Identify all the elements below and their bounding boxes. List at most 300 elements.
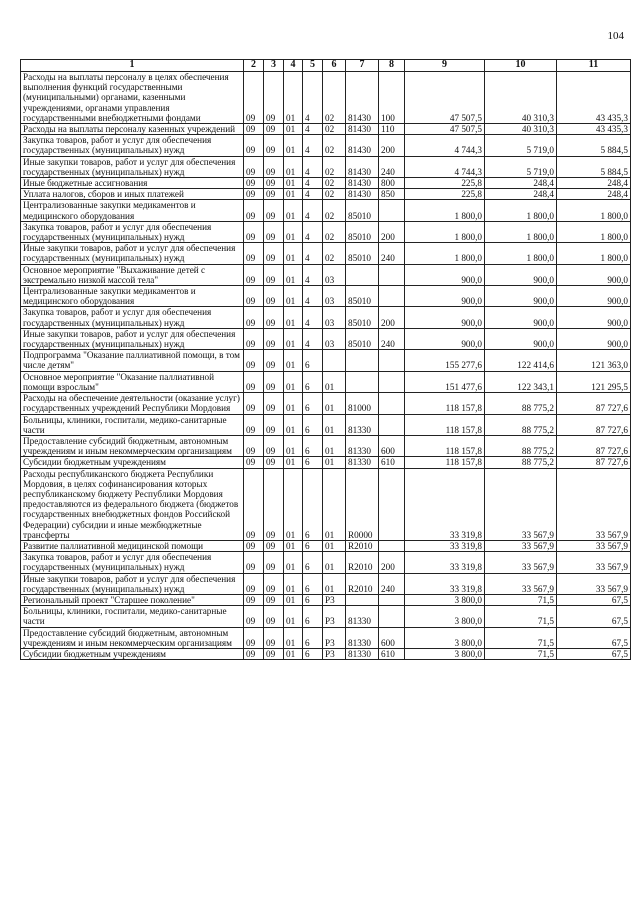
- table-row: [21, 648, 631, 659]
- amount-col11-cell: 248,4: [557, 189, 631, 200]
- activity-code-cell: 01: [323, 573, 346, 594]
- amount-col9-cell: 151 477,6: [405, 371, 485, 392]
- amount-col9-cell: 47 507,5: [405, 124, 485, 135]
- row-name-cell: Основное мероприятие "Оказание паллиативной помощи взрослым": [21, 371, 244, 392]
- table-row: [21, 371, 631, 392]
- amount-col10-cell: 900,0: [485, 286, 557, 307]
- expense-type-cell: 240: [379, 156, 405, 177]
- subsection-code-cell: 09: [264, 189, 284, 200]
- amount-col11-cell: 87 727,6: [557, 414, 631, 435]
- subsection-code-cell: 09: [264, 350, 284, 371]
- column-header: 3: [264, 60, 284, 72]
- section-code-cell: 09: [244, 594, 264, 605]
- column-header: 10: [485, 60, 557, 72]
- expense-type-cell: [379, 371, 405, 392]
- program-code-cell: 01: [284, 307, 303, 328]
- row-name-cell: Централизованные закупки медикаментов и медицинского оборудования: [21, 200, 244, 221]
- section-code-cell: 09: [244, 221, 264, 242]
- expense-type-cell: [379, 414, 405, 435]
- section-code-cell: 09: [244, 135, 264, 156]
- section-code-cell: 09: [244, 264, 264, 285]
- amount-col10-cell: 71,5: [485, 594, 557, 605]
- subsection-code-cell: 09: [264, 72, 284, 124]
- activity-code-cell: 02: [323, 221, 346, 242]
- program-code-cell: 01: [284, 200, 303, 221]
- section-code-cell: 09: [244, 243, 264, 264]
- amount-col9-cell: 1 800,0: [405, 200, 485, 221]
- subprogram-code-cell: 4: [303, 221, 323, 242]
- program-code-cell: 01: [284, 350, 303, 371]
- amount-col10-cell: 88 775,2: [485, 435, 557, 456]
- row-name-cell: Больницы, клиники, госпитали, медико-санитарные части: [21, 606, 244, 627]
- row-name-cell: Предоставление субсидий бюджетным, автономным учреждениям и иным некоммерческим организациям: [21, 435, 244, 456]
- subsection-code-cell: 09: [264, 371, 284, 392]
- expense-type-cell: 200: [379, 552, 405, 573]
- expense-type-cell: 240: [379, 243, 405, 264]
- expense-type-cell: 240: [379, 573, 405, 594]
- table-row: [21, 435, 631, 456]
- subsection-code-cell: 09: [264, 468, 284, 540]
- subprogram-code-cell: 4: [303, 328, 323, 349]
- column-header: 5: [303, 60, 323, 72]
- activity-code-cell: 01: [323, 457, 346, 468]
- amount-col10-cell: 88 775,2: [485, 414, 557, 435]
- row-name-cell: Иные закупки товаров, работ и услуг для обеспечения государственных (муниципальных) нужд: [21, 156, 244, 177]
- amount-col9-cell: 155 277,6: [405, 350, 485, 371]
- expense-type-cell: [379, 393, 405, 414]
- subprogram-code-cell: 4: [303, 189, 323, 200]
- amount-col11-cell: 87 727,6: [557, 393, 631, 414]
- column-header: 9: [405, 60, 485, 72]
- amount-col10-cell: 900,0: [485, 307, 557, 328]
- amount-col9-cell: 900,0: [405, 264, 485, 285]
- subprogram-code-cell: 6: [303, 606, 323, 627]
- table-row: [21, 178, 631, 189]
- table-row: [21, 72, 631, 124]
- amount-col9-cell: 4 744,3: [405, 135, 485, 156]
- amount-col11-cell: 87 727,6: [557, 435, 631, 456]
- program-code-cell: 01: [284, 627, 303, 648]
- row-name-cell: Закупка товаров, работ и услуг для обеспечения государственных (муниципальных) нужд: [21, 135, 244, 156]
- amount-col11-cell: 33 567,9: [557, 552, 631, 573]
- direction-code-cell: 81430: [346, 124, 379, 135]
- amount-col10-cell: 33 567,9: [485, 468, 557, 540]
- expense-type-cell: 600: [379, 627, 405, 648]
- activity-code-cell: P3: [323, 648, 346, 659]
- subprogram-code-cell: 4: [303, 264, 323, 285]
- subprogram-code-cell: 4: [303, 243, 323, 264]
- expense-type-cell: 200: [379, 135, 405, 156]
- direction-code-cell: 85010: [346, 286, 379, 307]
- table-row: [21, 606, 631, 627]
- row-name-cell: Иные закупки товаров, работ и услуг для обеспечения государственных (муниципальных) нужд: [21, 328, 244, 349]
- row-name-cell: Субсидии бюджетным учреждениям: [21, 457, 244, 468]
- program-code-cell: 01: [284, 178, 303, 189]
- program-code-cell: 01: [284, 393, 303, 414]
- table-row: [21, 552, 631, 573]
- section-code-cell: 09: [244, 286, 264, 307]
- amount-col10-cell: 88 775,2: [485, 393, 557, 414]
- amount-col9-cell: 225,8: [405, 178, 485, 189]
- activity-code-cell: 02: [323, 124, 346, 135]
- direction-code-cell: 81330: [346, 435, 379, 456]
- activity-code-cell: 01: [323, 552, 346, 573]
- direction-code-cell: R2010: [346, 573, 379, 594]
- section-code-cell: 09: [244, 200, 264, 221]
- subprogram-code-cell: 6: [303, 350, 323, 371]
- amount-col9-cell: 900,0: [405, 307, 485, 328]
- amount-col9-cell: 33 319,8: [405, 552, 485, 573]
- subsection-code-cell: 09: [264, 627, 284, 648]
- row-name-cell: Закупка товаров, работ и услуг для обеспечения государственных (муниципальных) нужд: [21, 552, 244, 573]
- subsection-code-cell: 09: [264, 243, 284, 264]
- subprogram-code-cell: 6: [303, 371, 323, 392]
- amount-col10-cell: 71,5: [485, 627, 557, 648]
- subsection-code-cell: 09: [264, 606, 284, 627]
- subprogram-code-cell: 4: [303, 135, 323, 156]
- table-row: [21, 627, 631, 648]
- subprogram-code-cell: 6: [303, 540, 323, 551]
- program-code-cell: 01: [284, 414, 303, 435]
- subprogram-code-cell: 4: [303, 307, 323, 328]
- amount-col11-cell: 248,4: [557, 178, 631, 189]
- amount-col10-cell: 71,5: [485, 606, 557, 627]
- subprogram-code-cell: 6: [303, 627, 323, 648]
- amount-col10-cell: 900,0: [485, 264, 557, 285]
- amount-col11-cell: 67,5: [557, 606, 631, 627]
- subsection-code-cell: 09: [264, 264, 284, 285]
- subprogram-code-cell: 6: [303, 414, 323, 435]
- row-name-cell: Региональный проект "Старшее поколение": [21, 594, 244, 605]
- subprogram-code-cell: 4: [303, 72, 323, 124]
- table-row: [21, 328, 631, 349]
- table-row: [21, 307, 631, 328]
- amount-col10-cell: 33 567,9: [485, 540, 557, 551]
- subsection-code-cell: 09: [264, 135, 284, 156]
- amount-col10-cell: 5 719,0: [485, 135, 557, 156]
- amount-col9-cell: 3 800,0: [405, 627, 485, 648]
- subprogram-code-cell: 6: [303, 393, 323, 414]
- direction-code-cell: 85010: [346, 328, 379, 349]
- amount-col9-cell: 900,0: [405, 328, 485, 349]
- subprogram-code-cell: 6: [303, 573, 323, 594]
- amount-col9-cell: 118 157,8: [405, 414, 485, 435]
- budget-table: [20, 59, 631, 660]
- table-row: [21, 573, 631, 594]
- amount-col11-cell: 900,0: [557, 328, 631, 349]
- row-name-cell: Основное мероприятие "Выхаживание детей с экстремально низкой массой тела": [21, 264, 244, 285]
- expense-type-cell: [379, 286, 405, 307]
- expense-type-cell: [379, 594, 405, 605]
- column-header: 11: [557, 60, 631, 72]
- direction-code-cell: 81430: [346, 156, 379, 177]
- subsection-code-cell: 09: [264, 540, 284, 551]
- amount-col10-cell: 1 800,0: [485, 221, 557, 242]
- activity-code-cell: 02: [323, 243, 346, 264]
- amount-col9-cell: 33 319,8: [405, 540, 485, 551]
- section-code-cell: 09: [244, 414, 264, 435]
- activity-code-cell: 02: [323, 200, 346, 221]
- amount-col10-cell: 900,0: [485, 328, 557, 349]
- program-code-cell: 01: [284, 135, 303, 156]
- activity-code-cell: 01: [323, 435, 346, 456]
- table-row: [21, 200, 631, 221]
- table-row: [21, 124, 631, 135]
- activity-code-cell: P3: [323, 594, 346, 605]
- row-name-cell: Централизованные закупки медикаментов и медицинского оборудования: [21, 286, 244, 307]
- amount-col11-cell: 67,5: [557, 648, 631, 659]
- subprogram-code-cell: 4: [303, 200, 323, 221]
- activity-code-cell: 03: [323, 307, 346, 328]
- amount-col10-cell: 248,4: [485, 189, 557, 200]
- section-code-cell: 09: [244, 435, 264, 456]
- amount-col11-cell: 33 567,9: [557, 468, 631, 540]
- amount-col9-cell: 3 800,0: [405, 648, 485, 659]
- row-name-cell: Закупка товаров, работ и услуг для обеспечения государственных (муниципальных) нужд: [21, 307, 244, 328]
- activity-code-cell: 02: [323, 72, 346, 124]
- direction-code-cell: 81330: [346, 648, 379, 659]
- direction-code-cell: 81330: [346, 457, 379, 468]
- activity-code-cell: 03: [323, 328, 346, 349]
- subprogram-code-cell: 4: [303, 286, 323, 307]
- program-code-cell: 01: [284, 457, 303, 468]
- expense-type-cell: 200: [379, 307, 405, 328]
- expense-type-cell: 800: [379, 178, 405, 189]
- table-row: [21, 221, 631, 242]
- table-row: [21, 457, 631, 468]
- table-row: [21, 243, 631, 264]
- amount-col9-cell: 1 800,0: [405, 221, 485, 242]
- amount-col10-cell: 5 719,0: [485, 156, 557, 177]
- direction-code-cell: [346, 350, 379, 371]
- program-code-cell: 01: [284, 328, 303, 349]
- direction-code-cell: [346, 371, 379, 392]
- row-name-cell: Расходы на выплаты персоналу в целях обеспечения выполнения функций государственными (муниципальными) органами, казенными учреждениями, органами управления государственными внебюджетными фондами: [21, 72, 244, 124]
- section-code-cell: 09: [244, 124, 264, 135]
- subsection-code-cell: 09: [264, 328, 284, 349]
- amount-col10-cell: 33 567,9: [485, 552, 557, 573]
- row-name-cell: Развитие паллиативной медицинской помощи: [21, 540, 244, 551]
- row-name-cell: Иные бюджетные ассигнования: [21, 178, 244, 189]
- row-name-cell: Расходы на выплаты персоналу казенных учреждений: [21, 124, 244, 135]
- program-code-cell: 01: [284, 264, 303, 285]
- direction-code-cell: 81330: [346, 414, 379, 435]
- expense-type-cell: 110: [379, 124, 405, 135]
- activity-code-cell: 03: [323, 264, 346, 285]
- amount-col10-cell: 33 567,9: [485, 573, 557, 594]
- page-number: 104: [607, 30, 624, 42]
- table-row: [21, 264, 631, 285]
- amount-col9-cell: 47 507,5: [405, 72, 485, 124]
- section-code-cell: 09: [244, 457, 264, 468]
- direction-code-cell: [346, 594, 379, 605]
- expense-type-cell: [379, 200, 405, 221]
- program-code-cell: 01: [284, 221, 303, 242]
- amount-col10-cell: 122 414,6: [485, 350, 557, 371]
- program-code-cell: 01: [284, 606, 303, 627]
- row-name-cell: Уплата налогов, сборов и иных платежей: [21, 189, 244, 200]
- amount-col11-cell: 5 884,5: [557, 135, 631, 156]
- program-code-cell: 01: [284, 189, 303, 200]
- program-code-cell: 01: [284, 573, 303, 594]
- amount-col9-cell: 3 800,0: [405, 594, 485, 605]
- subsection-code-cell: 09: [264, 648, 284, 659]
- table-row: [21, 540, 631, 551]
- direction-code-cell: R2010: [346, 552, 379, 573]
- amount-col9-cell: 4 744,3: [405, 156, 485, 177]
- amount-col10-cell: 71,5: [485, 648, 557, 659]
- row-name-cell: Иные закупки товаров, работ и услуг для обеспечения государственных (муниципальных) нужд: [21, 243, 244, 264]
- amount-col11-cell: 1 800,0: [557, 243, 631, 264]
- subsection-code-cell: 09: [264, 435, 284, 456]
- amount-col11-cell: 1 800,0: [557, 221, 631, 242]
- row-name-cell: Закупка товаров, работ и услуг для обеспечения государственных (муниципальных) нужд: [21, 221, 244, 242]
- table-row: [21, 594, 631, 605]
- subprogram-code-cell: 4: [303, 178, 323, 189]
- expense-type-cell: 200: [379, 221, 405, 242]
- section-code-cell: 09: [244, 573, 264, 594]
- row-name-cell: Субсидии бюджетным учреждениям: [21, 648, 244, 659]
- direction-code-cell: [346, 264, 379, 285]
- subsection-code-cell: 09: [264, 221, 284, 242]
- column-header: 1: [21, 60, 244, 72]
- expense-type-cell: [379, 264, 405, 285]
- direction-code-cell: 81430: [346, 135, 379, 156]
- amount-col11-cell: 67,5: [557, 627, 631, 648]
- program-code-cell: 01: [284, 156, 303, 177]
- program-code-cell: 01: [284, 594, 303, 605]
- activity-code-cell: 02: [323, 156, 346, 177]
- expense-type-cell: 240: [379, 328, 405, 349]
- column-header: 6: [323, 60, 346, 72]
- subprogram-code-cell: 6: [303, 457, 323, 468]
- subsection-code-cell: 09: [264, 393, 284, 414]
- subprogram-code-cell: 6: [303, 594, 323, 605]
- amount-col10-cell: 1 800,0: [485, 243, 557, 264]
- expense-type-cell: [379, 468, 405, 540]
- table-body: [21, 72, 631, 660]
- table-row: [21, 468, 631, 540]
- activity-code-cell: 01: [323, 468, 346, 540]
- subsection-code-cell: 09: [264, 307, 284, 328]
- amount-col11-cell: 121 363,0: [557, 350, 631, 371]
- activity-code-cell: P3: [323, 627, 346, 648]
- section-code-cell: 09: [244, 393, 264, 414]
- amount-col10-cell: 40 310,3: [485, 124, 557, 135]
- column-header: 8: [379, 60, 405, 72]
- amount-col11-cell: 900,0: [557, 286, 631, 307]
- direction-code-cell: 81000: [346, 393, 379, 414]
- row-name-cell: Предоставление субсидий бюджетным, автономным учреждениям и иным некоммерческим организациям: [21, 627, 244, 648]
- amount-col9-cell: 118 157,8: [405, 435, 485, 456]
- expense-type-cell: 600: [379, 435, 405, 456]
- subsection-code-cell: 09: [264, 124, 284, 135]
- activity-code-cell: 01: [323, 414, 346, 435]
- section-code-cell: 09: [244, 371, 264, 392]
- direction-code-cell: R0000: [346, 468, 379, 540]
- amount-col11-cell: 900,0: [557, 307, 631, 328]
- direction-code-cell: 81430: [346, 189, 379, 200]
- direction-code-cell: 85010: [346, 243, 379, 264]
- direction-code-cell: 85010: [346, 307, 379, 328]
- activity-code-cell: 01: [323, 393, 346, 414]
- program-code-cell: 01: [284, 243, 303, 264]
- amount-col11-cell: 121 295,5: [557, 371, 631, 392]
- subsection-code-cell: 09: [264, 594, 284, 605]
- row-name-cell: Иные закупки товаров, работ и услуг для обеспечения государственных (муниципальных) нужд: [21, 573, 244, 594]
- subsection-code-cell: 09: [264, 156, 284, 177]
- amount-col11-cell: 5 884,5: [557, 156, 631, 177]
- direction-code-cell: 81430: [346, 178, 379, 189]
- section-code-cell: 09: [244, 606, 264, 627]
- subsection-code-cell: 09: [264, 286, 284, 307]
- row-name-cell: Расходы республиканского бюджета Республики Мордовия, в целях софинансирования которых республиканскому бюджету Республики Мордовия предоставляются из федерального бюджета (бюджетов государственных внебюджетных фондов Российской Федерации) субсидии и иные межбюджетные трансферты: [21, 468, 244, 540]
- activity-code-cell: 03: [323, 286, 346, 307]
- section-code-cell: 09: [244, 552, 264, 573]
- amount-col11-cell: 43 435,3: [557, 124, 631, 135]
- subprogram-code-cell: 6: [303, 552, 323, 573]
- activity-code-cell: [323, 350, 346, 371]
- amount-col9-cell: 33 319,8: [405, 468, 485, 540]
- amount-col11-cell: 33 567,9: [557, 540, 631, 551]
- direction-code-cell: 81330: [346, 606, 379, 627]
- activity-code-cell: 02: [323, 135, 346, 156]
- table-row: [21, 189, 631, 200]
- column-header: 4: [284, 60, 303, 72]
- program-code-cell: 01: [284, 72, 303, 124]
- program-code-cell: 01: [284, 371, 303, 392]
- table-row: [21, 156, 631, 177]
- subsection-code-cell: 09: [264, 200, 284, 221]
- amount-col9-cell: 1 800,0: [405, 243, 485, 264]
- row-name-cell: Подпрограмма "Оказание паллиативной помощи, в том числе детям": [21, 350, 244, 371]
- subprogram-code-cell: 4: [303, 124, 323, 135]
- amount-col10-cell: 248,4: [485, 178, 557, 189]
- subprogram-code-cell: 6: [303, 648, 323, 659]
- activity-code-cell: 01: [323, 371, 346, 392]
- amount-col9-cell: 900,0: [405, 286, 485, 307]
- amount-col10-cell: 1 800,0: [485, 200, 557, 221]
- expense-type-cell: 850: [379, 189, 405, 200]
- expense-type-cell: [379, 606, 405, 627]
- section-code-cell: 09: [244, 328, 264, 349]
- program-code-cell: 01: [284, 648, 303, 659]
- table-row: [21, 350, 631, 371]
- direction-code-cell: 81330: [346, 627, 379, 648]
- activity-code-cell: P3: [323, 606, 346, 627]
- subprogram-code-cell: 6: [303, 435, 323, 456]
- amount-col11-cell: 33 567,9: [557, 573, 631, 594]
- amount-col9-cell: 225,8: [405, 189, 485, 200]
- expense-type-cell: 610: [379, 648, 405, 659]
- amount-col10-cell: 88 775,2: [485, 457, 557, 468]
- amount-col11-cell: 1 800,0: [557, 200, 631, 221]
- subsection-code-cell: 09: [264, 178, 284, 189]
- table-header-row: [21, 60, 631, 72]
- section-code-cell: 09: [244, 350, 264, 371]
- activity-code-cell: 02: [323, 189, 346, 200]
- amount-col9-cell: 118 157,8: [405, 393, 485, 414]
- column-header: 7: [346, 60, 379, 72]
- direction-code-cell: 85010: [346, 221, 379, 242]
- subsection-code-cell: 09: [264, 552, 284, 573]
- amount-col11-cell: 67,5: [557, 594, 631, 605]
- expense-type-cell: 610: [379, 457, 405, 468]
- expense-type-cell: [379, 540, 405, 551]
- subprogram-code-cell: 4: [303, 156, 323, 177]
- section-code-cell: 09: [244, 468, 264, 540]
- activity-code-cell: 02: [323, 178, 346, 189]
